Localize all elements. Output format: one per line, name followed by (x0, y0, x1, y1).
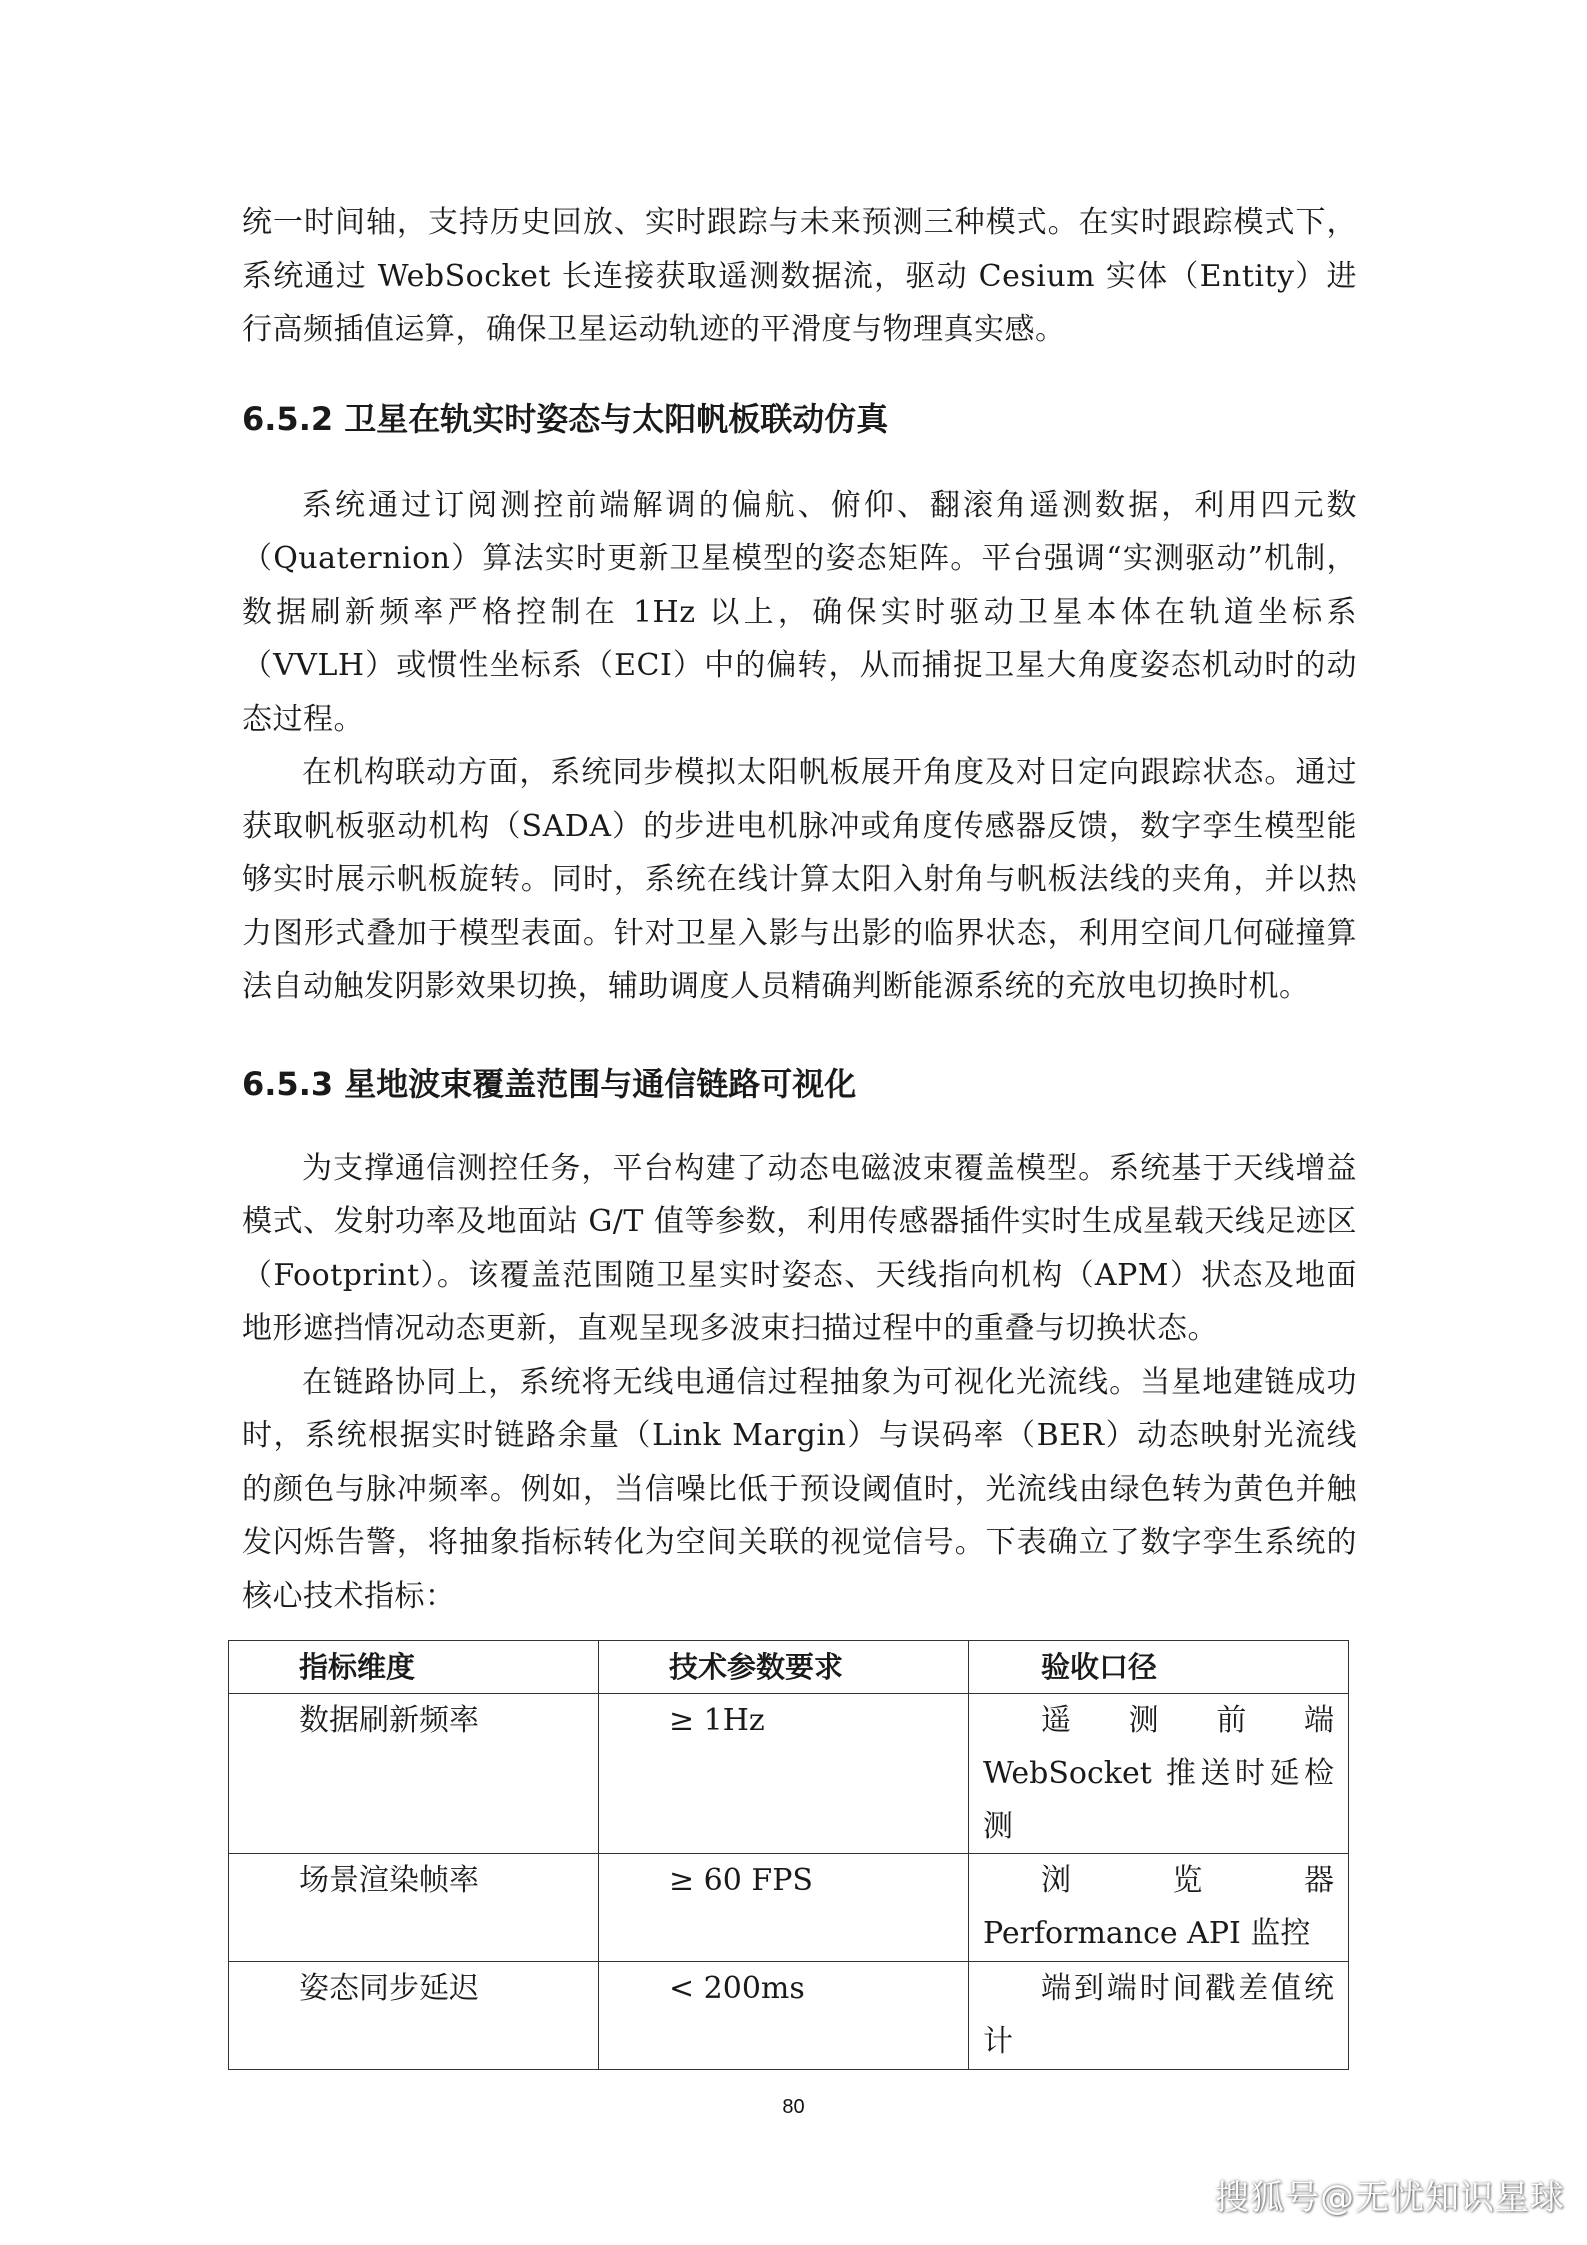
watermark: 搜狐号@无忧知识星球 (1215, 2178, 1565, 2218)
table-header-cell: 验收口径 (969, 1641, 1349, 1694)
table-cell-text: 浏览器 Performance API 监控 (983, 1863, 1334, 1951)
table-cell-text: 遥测前端 WebSocket 推送时延检测 (983, 1703, 1334, 1844)
table-header-cell: 指标维度 (229, 1641, 599, 1694)
table-header-row (229, 1641, 1349, 1694)
section-6-5-3-paragraph-2: 在链路协同上，系统将无线电通信过程抽象为可视化光流线。当星地建链成功时，系统根据实时链路余量（Link Margin）与误码率（BER）动态映射光流线的颜色与脉冲频率。例如，当信噪比低于预设阈值时，光流线由绿色转为黄色并触发闪烁告警，将抽象指标转化为空间关联的视觉信号。下表确立了数字孪生系统的核心技术指标： (242, 1364, 1357, 1614)
table-cell: ≥ 60 FPS (599, 1854, 969, 1962)
section-heading-6-5-3: 6.5.3 星地波束覆盖范围与通信链路可视化 (242, 1064, 857, 1103)
section-6-5-2-paragraph-2: 在机构联动方面，系统同步模拟太阳帆板展开角度及对日定向跟踪状态。通过获取帆板驱动机构（SADA）的步进电机脉冲或角度传感器反馈，数字孪生模型能够实时展示帆板旋转。同时，系统在线计算太阳入射角与帆板法线的夹角，并以热力图形式叠加于模型表面。针对卫星入影与出影的临界状态，利用空间几何碰撞算法自动触发阴影效果切换，辅助调度人员精确判断能源系统的充放电切换时机。 (242, 755, 1357, 1004)
table-cell: 数据刷新频率 (229, 1694, 599, 1854)
table-header-cell: 技术参数要求 (599, 1641, 969, 1694)
table-cell-text: 端到端时间戳差值统计 (983, 1971, 1334, 2059)
table-cell: < 200ms (599, 1962, 969, 2070)
section-heading-6-5-2: 6.5.2 卫星在轨实时姿态与太阳帆板联动仿真 (242, 399, 889, 438)
intro-paragraph: 统一时间轴，支持历史回放、实时跟踪与未来预测三种模式。在实时跟踪模式下，系统通过 WebSocket 长连接获取遥测数据流，驱动 Cesium 实体（Entity）进行高频插值运算，确保卫星运动轨迹的平滑度与物理真实感。 (242, 205, 1357, 347)
table-cell: ≥ 1Hz (599, 1694, 969, 1854)
table-cell: 姿态同步延迟 (229, 1962, 599, 2070)
section-6-5-2-paragraph-1: 系统通过订阅测控前端解调的偏航、俯仰、翻滚角遥测数据，利用四元数（Quaternion）算法实时更新卫星模型的姿态矩阵。平台强调“实测驱动”机制，数据刷新频率严格控制在 1Hz 以上，确保实时驱动卫星本体在轨道坐标系（VVLH）或惯性坐标系（ECI）中的偏转，从而捕捉卫星大角度姿态机动时的动态过程。 (242, 487, 1357, 737)
table-cell: 场景渲染帧率 (229, 1854, 599, 1962)
table-cell (969, 1854, 1349, 1962)
table-row (229, 1854, 1349, 1962)
page-content (242, 196, 1357, 1623)
technical-specs-table (228, 1640, 1349, 2070)
page-number: 80 (782, 2096, 805, 2118)
table-cell (969, 1962, 1349, 2070)
table-cell (969, 1694, 1349, 1854)
table-row (229, 1694, 1349, 1854)
section-6-5-3-paragraph-1: 为支撑通信测控任务，平台构建了动态电磁波束覆盖模型。系统基于天线增益模式、发射功率及地面站 G/T 值等参数，利用传感器插件实时生成星载天线足迹区（Footprint）。该覆盖范围随卫星实时姿态、天线指向机构（APM）状态及地面地形遮挡情况动态更新，直观呈现多波束扫描过程中的重叠与切换状态。 (242, 1150, 1358, 1346)
table-row (229, 1962, 1349, 2070)
